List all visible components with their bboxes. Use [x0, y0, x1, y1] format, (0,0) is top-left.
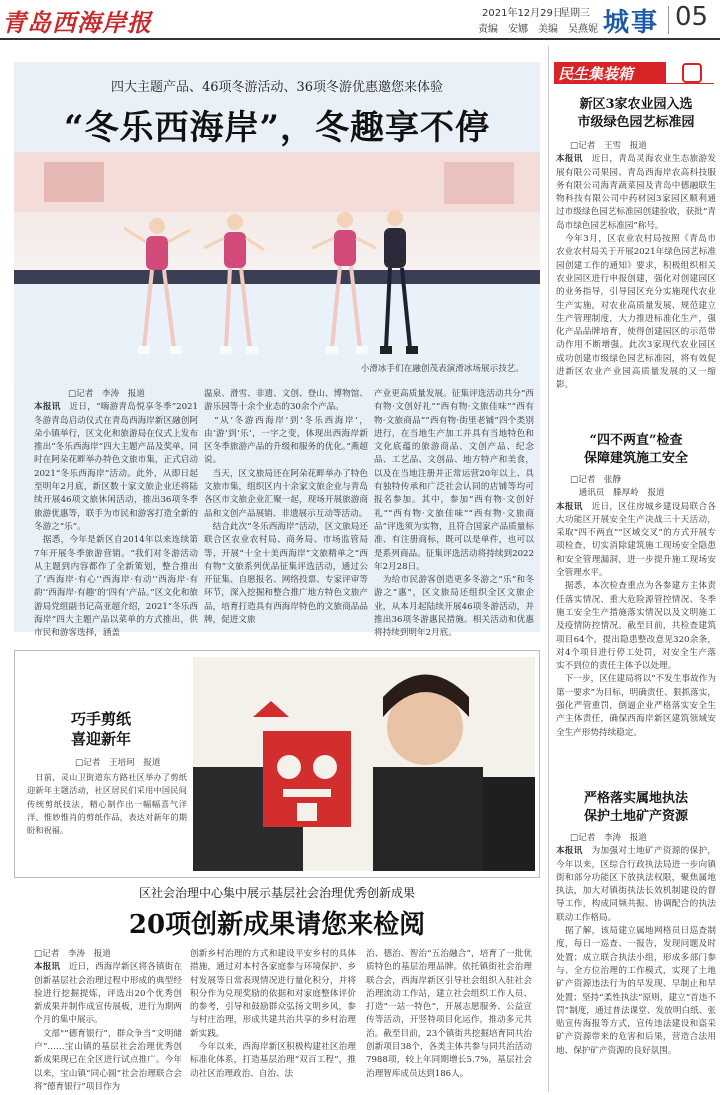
governance-byline: □记者 李涛 报道	[34, 949, 111, 959]
paper-cut-photo-illustration	[193, 657, 535, 871]
feature-article	[14, 62, 540, 639]
feature-lead: 本报讯	[34, 402, 61, 413]
sidebar-article-3-byline: □记者 李涛 报道	[570, 833, 647, 843]
skating-photo	[14, 152, 540, 382]
sidebar-article-2-byline: □记者 张静	[570, 475, 622, 485]
feature-column-1	[34, 388, 198, 639]
governance-kicker: 区社会治理中心集中展示基层社会治理优秀创新成果	[138, 886, 415, 900]
feature-kicker: 四大主题产品、46项冬游活动、36项冬游优惠邀您来体验	[110, 80, 444, 95]
issue-date: 2021年12月29日	[482, 8, 563, 19]
gift-box-icon	[682, 63, 702, 83]
paper-cut-story	[14, 650, 540, 878]
feature-col2-text: 温泉、滑雪、非遗、文创、登山、博物馆、游乐园等十余个业态的30余个产品。 “从‘冬游西海岸’到‘冬乐西海岸’，由‘游’到‘乐’，一字之变，体现出西海岸新区冬季旅游产品的升级和服务的优化。”燕超说。 当天，区文旅局还在阿朵花畔举办了特色文旅市集，组织区内十余家文旅企业与青岛各区市文旅企业汇聚一起，现场开展旅游商品和文创产品展销、非遗展示互动等活动。 结合此次“冬乐西海岸”活动，区文旅局还联合区农业农村局、商务局、市场监管局等，开展“十全十美西海岸”文旅精单之“西有物”文旅系列优品征集评选活动，通过公开征集、自愿报名、网络投票、专家评审等环节，深入挖掘和整合推广地方特色文旅产品，培育打造具有西海岸特色的文旅商品品牌，促进文旅	[204, 389, 368, 626]
sidebar-article-3-text: 本报讯 为加强对土地矿产资源的保护，今年以来，区综合行政执法局进一步向镇街和部分功能区下放执法权限，聚焦属地执法，加大对镇街执法长效机制建设的督导工作，构成同频共振、协调配合的执法联动工作格局。 据了解，该局建立属地网格员日巡查制度，每日一巡查、一报告，发现问题及时处置；成立联合执法小组，形成多部门参与、全方位治理的工作模式，实现了土地矿产资源违法行为的早发现、早制止和早处置；坚持“柔性执法”原则，建立“首违不罚”制度，通过普法课堂、发放明白纸、张贴宣传海报等方式，宣传违法建设和盗采矿产资源带来的危害和后果，营造合法用地、保护矿产资源的良好氛围。	[556, 846, 716, 1056]
skating-photo-illustration	[14, 152, 540, 382]
feature-col1-text: 本报讯 近日，“嗨游青岛悦享冬季”2021冬游青岛启动仪式在青岛西海岸新区融创阿朵小镇举行，区文化和旅游局在仪式上发布推出“冬乐西海岸”四大主题产品及奖单，同时在阿朵花畔举办特色文旅市集，正式启动2021“冬乐西海岸”活动。此外，从即日起至明年2月底，新区数十家文旅企业还将陆续开展46项文旅休闲活动，推出36项冬季旅游优惠等，联手为市民和游客打造全新的冬游之“乐”。 据悉，今年是新区自2014年以来连续第7年开展冬季旅游营销。“我们对冬游活动从主题到内容都作了全新策划，整合推出了‘西海岸·有心’‘西海岸·有动’‘西海岸·有韵’‘西海岸·有趣’的‘四有’产品。”区文化和旅游局党组副书记高亚超介绍，2021“冬乐西海岸”四大主题产品以菜单的方式推出，供市民和游客选择，涵盖	[34, 402, 198, 639]
sidebar-article-2-byline-2: 通讯员 滕厚岭 报道	[570, 488, 665, 499]
editors-line: 责编 安娜 美编 吴燕妮	[478, 24, 598, 35]
sidebar-banner-text: 民生集装箱	[558, 65, 634, 83]
sidebar-article-1-lead: 本报讯	[556, 154, 583, 165]
sidebar-article-2-text: 本报讯 近日，区住房城乡建设局联合各大功能区开展安全生产决战三十天活动，采取“四不两直”“区域交叉”的方式开展专项检查，切实消除建筑施工现场安全隐患和安全管理漏洞，进一步提升施工现场安全管理水平。 据悉，本次检查重点为各参建方主体责任落实情况、重大危险源管控情况、冬季施工安全生产措施落实情况以及文明施工及疫情防控情况。截至目前，共检查建筑项目64个，提出隐患整改意见320余条，对4个项目进行停工处罚，对安全生产落实不到位的责任主体予以处理。 下一步，区住建局将以“不发生事故作为第一要求”为目标，明确责任、狠抓落实，强化严管重罚，倒逼企业严格落实安全生产主体责任，确保西海岸新区建筑领域安全生产形势持续稳定。	[556, 501, 716, 738]
masthead-divider	[668, 6, 669, 34]
governance-col3-text: 治、德治、智治“五治融合”，培育了一批优质特色的基层治理品牌。依托镇街社会治理联合会，西海岸新区引导社会组织入驻社会治理流动工作站，建立社会组织工作人员、打造“一站一特色”，开展志愿服务、公益宣传等活动，开竖特项目化运作，推动多元共治。截至目前，23个镇街共挖掘培育同共治创新项目38个，各类主体共参与同共治活动7988项，较上年同期增长5.7%，基层社会治理智库成员达到186人。	[366, 949, 532, 1079]
section-name: 城事	[603, 8, 660, 38]
sidebar-article-2-lead: 本报讯	[556, 501, 583, 512]
paper-cut-byline: □记者 王培珂 报道	[75, 758, 161, 768]
sidebar-article-3	[556, 790, 716, 1081]
sidebar-article-2-title: “四不两直”检查 保障建筑施工安全	[583, 433, 688, 466]
feature-col3-text: 产业更高质量发展。征集评选活动共分“西有物·文创好礼”“西有物·文旅佳味”“西有物·文旅商品”“西有物·街里老铺”四个类别进行，在当地生产加工并具有当地特色和文化底蕴的旅游商品、文创产品、纪念品、工艺品、文创品、地方特产和美食，以及在当地注册并正常运营20年以上、具有独特传承和广泛社会认同的店铺等均可报名参加。其中，参加“西有物·文创好礼”“西有物·文旅佳味”“西有物·文旅商品”评选须为实物，且符合国家产品质量标准、有注册商标，既可以是单件，也可以是系列商品。征集评选活动将持续到2022年2月28日。 为给市民游客创造更多冬游之“乐”和冬游之“惠”，区文旅局还组织全区文旅企业，从本月起陆续开展46项冬游活动，并推出36项冬游惠民措施。相关活动和优惠将持续到明年2月底。	[374, 389, 534, 639]
governance-article	[14, 884, 540, 1094]
sidebar-banner	[554, 62, 714, 84]
sidebar-article-2	[556, 432, 716, 791]
sidebar-divider	[548, 46, 549, 1092]
sidebar-article-3-lead: 本报讯	[556, 846, 583, 857]
photo-caption: 小滑冰手们在融创茂表演滑冰场展示技艺。	[360, 364, 524, 374]
masthead	[0, 0, 720, 40]
governance-col2-text: 创新乡村治理的方式和建设平安乡村的具体措施，通过对本村各家庭参与环境保护、乡村发展等日常表现情况进行量化积分，并将积分作为兑现奖励的依据和对家庭整体评价的参考，引导和鼓励群众弘扬文明乡风，参与村庄治理，形成共建共治共享的乡村治理新实践。 今年以来，西海岸新区积极构建社区治理标准化体系，打造基层治理“双百工程”，推动社区治理政治、自治、法	[190, 949, 356, 1079]
paper-cut-photo	[193, 657, 535, 871]
weekday: 星期三	[560, 8, 590, 19]
page-number: 05	[675, 2, 709, 32]
sidebar-article-3-title: 严格落实属地执法 保护土地矿产资源	[583, 791, 688, 824]
governance-col1-text: 本报讯 近日，西海岸新区将各镇街在创新基层社会治理过程中形成的典型经验进行挖掘提炼，评选出20个优秀创新成果并制作成宣传展板，进行为期两个月的集中展示。 文部"“德育银行”，群众争当“文明储户”……宝山镇的基层社会治理优秀创新成果现已在全区进行试点推广。今年以来，宝山镇“同心圆”社会治理联合会将“德育银行”项目作为	[34, 962, 182, 1092]
governance-column-1	[34, 948, 182, 1091]
sidebar-article-1-title: 新区3家农业园入选 市级绿色园艺标准园	[577, 97, 695, 130]
masthead-rule	[0, 38, 720, 40]
sidebar-article-1-byline: □记者 王雪 报道	[570, 141, 647, 151]
newspaper-logo: 青岛西海岸报	[2, 8, 152, 37]
governance-title: 20项创新成果请您来检阅	[128, 910, 426, 940]
sidebar-article-1-text: 本报讯 近日，青岛灵海农业生态旅游发展有限公司果园、青岛西海岸农高科技服务有限公司海青蔬菜园及青岛中德融联生物科技有限公司中药材园3家园区顺利通过市级绿色园艺标准园创建验收，获批“青岛市绿色园艺标准园”称号。 今年3月，区农业农村局按照《青岛市农业农村局关于开展2021年绿色园艺标准园创建工作的通知》要求，积极组织相关农业园区进行申报创建，强化对创建园区的业务指导，引导园区充分实施现代农业生产实施，对农业高质量发展、规范建立生产管理制度，大力推进标准化生产，强化产品品牌培育，使得创建园区的示范带动作用不断增强。此次3家现代农业园区成功创建市级绿色园艺标准园，将有效促进新区农业产业园高质量发展的又一缩影。	[556, 154, 716, 391]
governance-lead: 本报讯	[34, 962, 61, 973]
feature-byline: □记者 李涛 报道	[68, 389, 145, 399]
sidebar-article-1	[556, 96, 716, 427]
paper-cut-text: 日前，灵山卫街道东方路社区举办了剪纸迎新年主题活动，社区居民们采用中国民间传统剪纸技法，精心制作出一幅幅喜气洋洋、惟妙惟肖的剪纸作品，表达对新年的期盼和祝福。	[27, 772, 187, 836]
paper-cut-title: 巧手剪纸 喜迎新年	[70, 710, 131, 748]
feature-title: “冬乐西海岸”，冬趣享不停	[63, 108, 491, 148]
